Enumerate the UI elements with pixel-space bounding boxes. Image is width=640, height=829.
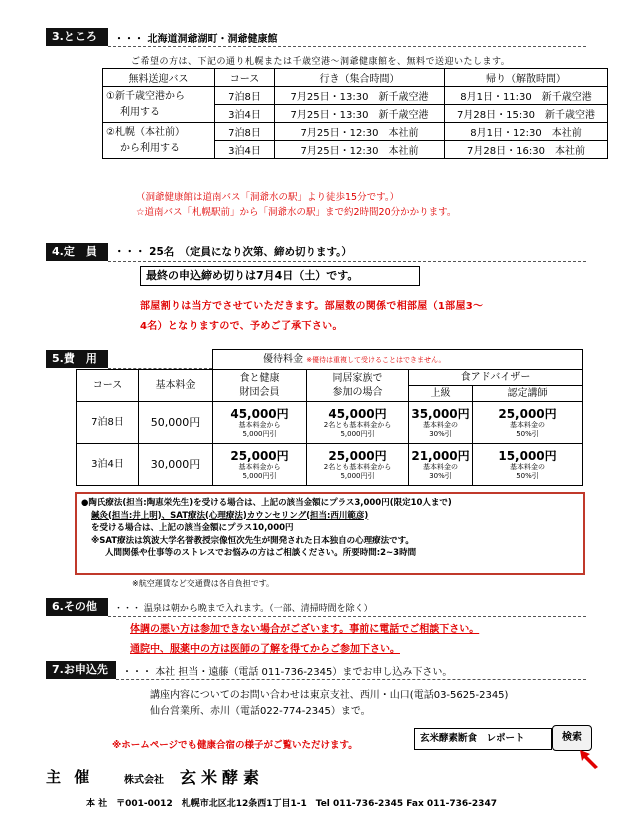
bus-intro: ご希望の方は、下記の通り札幌または千歳空港～洞爺健康館を、無料で送迎いたします。 — [131, 57, 511, 67]
table-row — [77, 444, 583, 486]
back-cell: 7月28日・15:30 新千歳空港 — [445, 105, 608, 123]
course-cell: 3泊4日 — [77, 444, 139, 486]
base-price: 50,000円 — [139, 402, 213, 444]
go-cell: 7月25日・13:30 新千歳空港 — [275, 105, 445, 123]
back-cell: 8月1日・11:30 新千歳空港 — [445, 87, 608, 105]
inquiry-contact-1: 講座内容についてのお問い合わせは東京支社、西川・山口(電話03-5625-2345) — [150, 690, 509, 701]
table-header: コース — [77, 370, 139, 402]
course-cell: 3泊4日 — [215, 105, 275, 123]
table-header: 無料送迎バス — [103, 69, 215, 87]
search-text-box[interactable]: 玄米酵素断食 レポート — [414, 728, 552, 750]
room-note-1: 部屋割りは当方でさせていただきます。部屋数の関係で相部屋（1部屋3～ — [140, 301, 484, 312]
table-header: 食アドバイザー — [409, 370, 583, 386]
section-divider — [108, 616, 586, 617]
member-price: 25,000円 基本料金から 5,000円引 — [213, 444, 307, 486]
table-header: 行き（集合時間） — [275, 69, 445, 87]
course-cell: 7泊8日 — [215, 87, 275, 105]
table-header: コース — [215, 69, 275, 87]
therapy-note-line: 鍼灸(担当:井上明)、SAT療法(心理療法)カウンセリング(担当:西川範彦) — [91, 510, 369, 521]
discount-header: 優待料金 ※優待は重複して受けることはできません。 — [213, 350, 583, 370]
section-4-label: 4.定 員 — [46, 243, 108, 261]
therapy-note-line: を受ける場合は、上記の該当金額にプラス10,000円 — [91, 523, 294, 533]
bus-table — [102, 68, 608, 159]
onsen-note: ・・・ 温泉は朝から晩まで入れます。（一部、清掃時間を除く） — [114, 604, 373, 614]
table-header-row — [77, 370, 583, 386]
bus-note-1: （洞爺健康館は道南バス「洞爺水の駅」より徒歩15分です。） — [136, 192, 400, 203]
section-3-label: 3.ところ — [46, 28, 108, 46]
table-header: 基本料金 — [139, 370, 213, 402]
bus-group-name: ②札幌（本社前） から利用する — [103, 123, 215, 159]
bus-group-name: ①新千歳空港から 利用する — [103, 87, 215, 123]
bus-note-2: ☆道南バス「札幌駅前」から「洞爺水の駅」まで約2時間20分かかります。 — [136, 207, 457, 218]
health-warning-1: 体調の悪い方は参加できない場合がございます。事前に電話でご相談下さい。 — [130, 624, 480, 635]
table-header-row — [103, 69, 608, 87]
therapy-note-line: ※SAT療法は筑波大学名誉教授宗像恒次先生が開発された日本独自の心理療法です。 — [91, 535, 414, 546]
therapy-note-line: ●陶氏療法(担当:陶恵栄先生)を受ける場合は、上記の該当金額にプラス3,000円(限定10人まで) — [81, 498, 452, 508]
family-price: 25,000円 2名とも基本料金から 5,000円引 — [307, 444, 409, 486]
dots: ・・・ — [114, 34, 144, 45]
back-cell: 7月28日・16:30 本社前 — [445, 141, 608, 159]
room-note-2: 4名）となりますので、予めご了承下さい。 — [140, 321, 343, 332]
application-contact: ・・・ 本社 担当・遠藤（電話 011-736-2345）までお申し込み下さい。 — [122, 667, 453, 678]
transport-note: ※航空運賃など交通費は各自負担です。 — [132, 579, 275, 588]
click-arrow-icon — [578, 748, 602, 770]
fee-table — [76, 349, 583, 486]
section-divider — [108, 46, 586, 47]
go-cell: 7月25日・12:30 本社前 — [275, 123, 445, 141]
course-cell: 7泊8日 — [215, 123, 275, 141]
table-row — [103, 87, 608, 105]
table-header: 食と健康 財団会員 — [213, 370, 307, 402]
company-address: 本 社 〒001-0012 札幌市北区北12条西1丁目1-1 Tel 011-736-2345 Fax 011-736-2347 — [86, 799, 497, 809]
back-cell: 8月1日・12:30 本社前 — [445, 123, 608, 141]
homepage-note: ※ホームページでも健康合宿の様子がご覧いただけます。 — [112, 740, 358, 751]
advisor-cert-price: 15,000円 基本料金の 50%引 — [473, 444, 583, 486]
health-warning-2: 通院中、服薬中の方は医師の了解を得てからご参加下さい。 — [130, 644, 400, 655]
member-price: 45,000円 基本料金から 5,000円引 — [213, 402, 307, 444]
section-7-label: 7.お申込先 — [46, 661, 116, 679]
course-cell: 7泊8日 — [77, 402, 139, 444]
table-header-row — [77, 350, 583, 370]
section-3-title — [114, 30, 277, 45]
table-header: 同居家族で 参加の場合 — [307, 370, 409, 402]
host-label: 主 催 — [46, 768, 94, 786]
go-cell: 7月25日・12:30 本社前 — [275, 141, 445, 159]
base-price: 30,000円 — [139, 444, 213, 486]
place-name: 北海道洞爺湖町・洞爺健康館 — [147, 34, 278, 45]
family-price: 45,000円 2名とも基本料金から 5,000円引 — [307, 402, 409, 444]
deadline-box: 最終の申込締め切りは7月4日（土）です。 — [140, 266, 420, 286]
table-header: 上級 — [409, 386, 473, 402]
table-row — [77, 402, 583, 444]
section-5-label: 5.費 用 — [46, 350, 108, 368]
company-name: 玄米酵素 — [180, 768, 265, 787]
table-row — [103, 123, 608, 141]
table-header: 認定講師 — [473, 386, 583, 402]
advisor-cert-price: 25,000円 基本料金の 50%引 — [473, 402, 583, 444]
therapy-note-line: 人間関係や仕事等のストレスでお悩みの方はご相談ください。所要時間:2~3時間 — [105, 548, 417, 558]
inquiry-contact-2: 仙台営業所、赤川（電話022-774-2345）まで。 — [150, 706, 371, 717]
advisor-upper-price: 35,000円 基本料金の 30%引 — [409, 402, 473, 444]
table-header: 帰り（解散時間） — [445, 69, 608, 87]
therapy-note-box — [75, 492, 585, 575]
course-cell: 3泊4日 — [215, 141, 275, 159]
section-divider — [108, 261, 586, 262]
company-prefix: 株式会社 — [124, 775, 164, 786]
section-6-label: 6.その他 — [46, 598, 108, 616]
go-cell: 7月25日・13:30 新千歳空港 — [275, 87, 445, 105]
capacity-text: ・・・ 25名 （定員になり次第、締め切ります。） — [114, 246, 352, 258]
section-divider — [116, 679, 586, 680]
search-button[interactable]: 検索 — [552, 725, 592, 751]
advisor-upper-price: 21,000円 基本料金の 30%引 — [409, 444, 473, 486]
